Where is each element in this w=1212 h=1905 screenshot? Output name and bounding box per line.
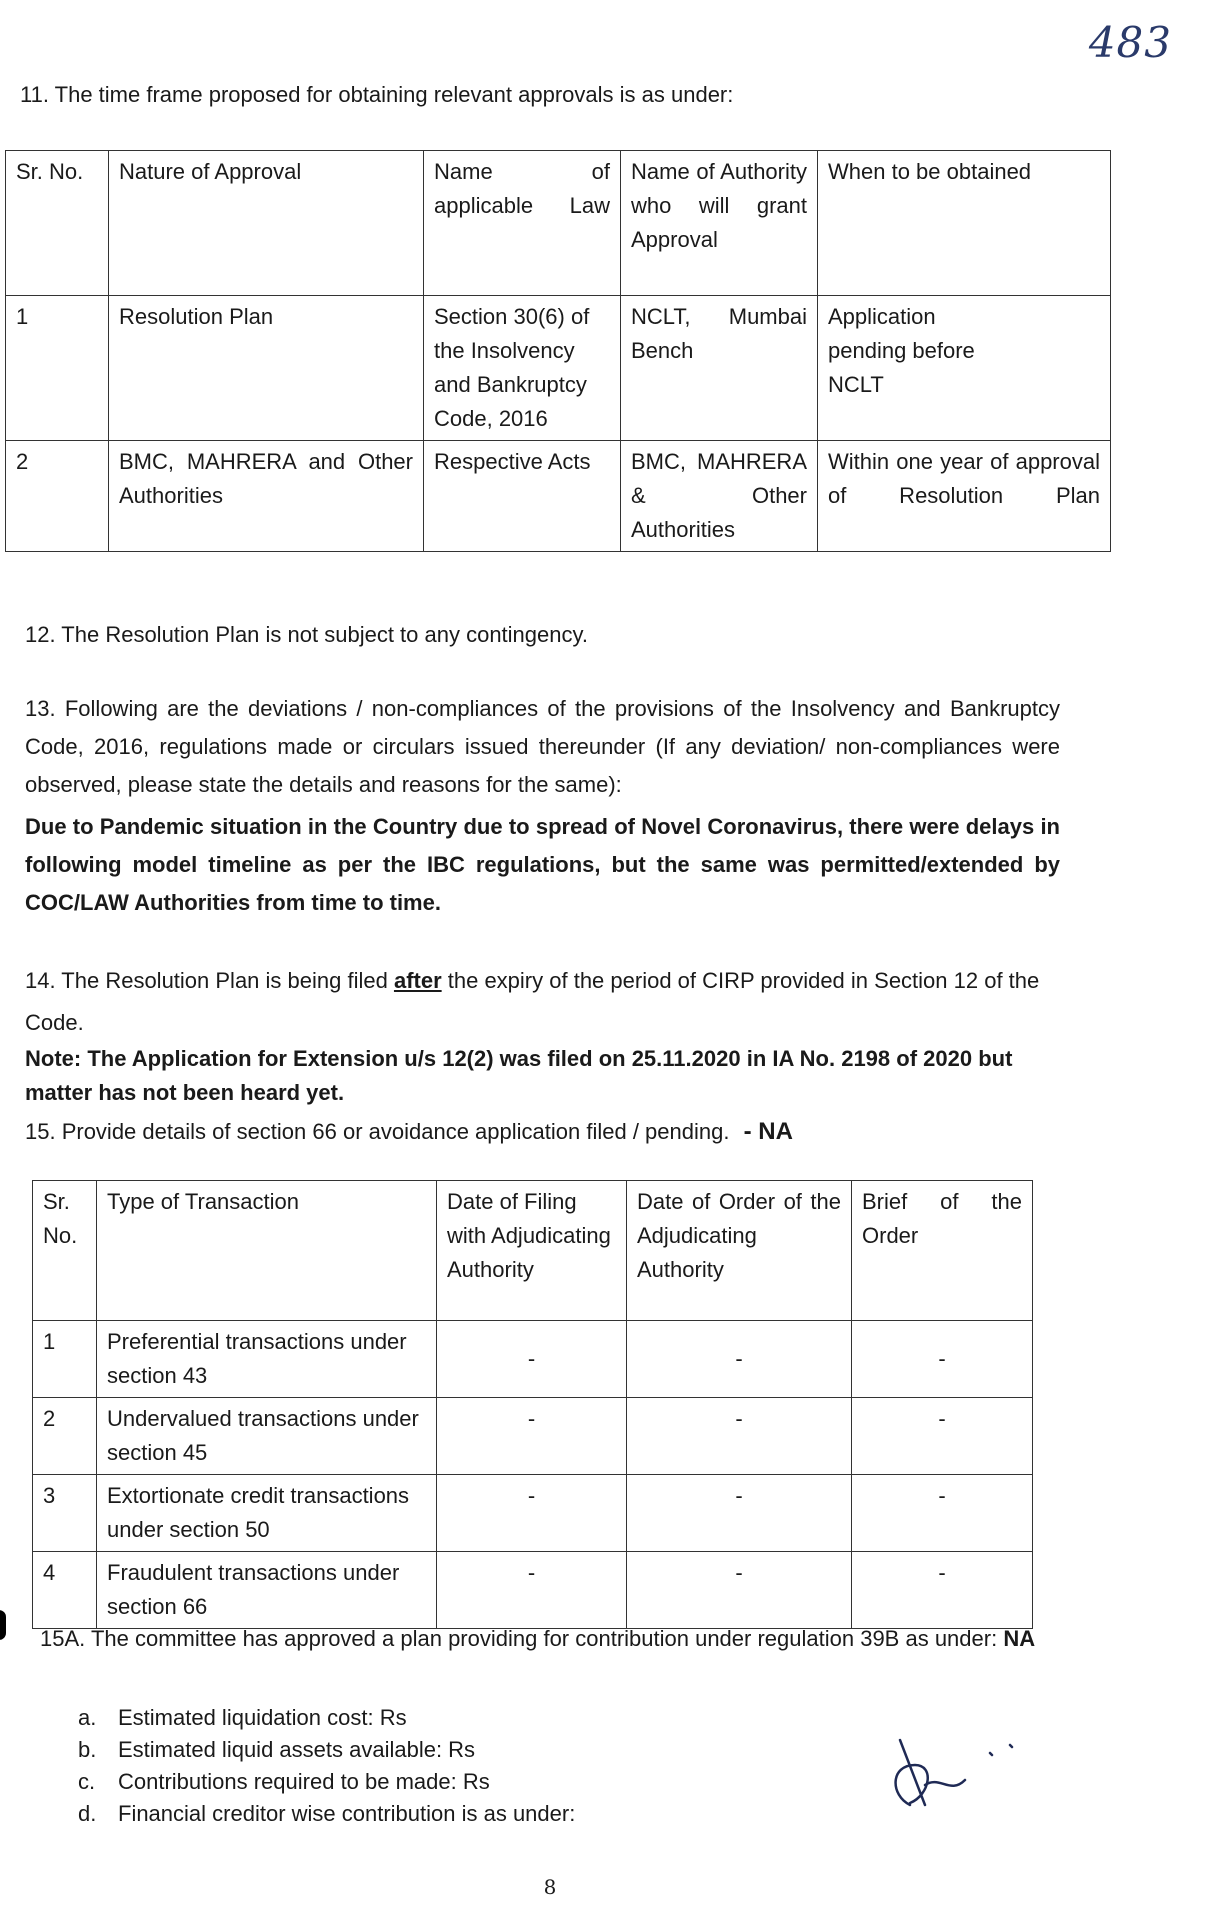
section-15a-text [40, 1622, 1040, 1656]
table-row [33, 1475, 1033, 1552]
section-14-text [25, 960, 1060, 1044]
list-item [78, 1798, 575, 1830]
table-row [6, 441, 1111, 552]
list-text: Estimated liquidation cost: Rs [118, 1705, 407, 1730]
cell-filing: - [437, 1321, 627, 1398]
header-date-of-order: Date of Order of the Adjudicating Authority [627, 1181, 852, 1321]
cell-brief: - [852, 1552, 1033, 1629]
section-15a-body: 15A. The committee has approved a plan providing for contribution under regulation 39B as under: [40, 1626, 998, 1651]
section-15a-answer: NA [1003, 1626, 1036, 1651]
approvals-table [5, 150, 1111, 552]
list-marker: d. [78, 1801, 97, 1826]
cell-brief: - [852, 1398, 1033, 1475]
cell-when: Within one year of approval of Resolution Plan [818, 441, 1111, 552]
cell-sr: 2 [6, 441, 109, 552]
section-14-note: Note: The Application for Extension u/s 12(2) was filed on 25.11.2020 in IA No. 2198 of 2020 but matter has not been heard yet. [25, 1046, 1013, 1105]
list-text: Estimated liquid assets available: Rs [118, 1737, 476, 1762]
signature-mark [870, 1735, 1020, 1815]
header-sr-no: Sr. No. [33, 1181, 97, 1321]
section-14-pre: 14. The Resolution Plan is being filed [25, 968, 394, 993]
page-number: 8 [543, 1875, 557, 1899]
list-item [78, 1734, 575, 1766]
section-13-explanation: Due to Pandemic situation in the Country due to spread of Novel Coronavirus, there were delays in following model timeline as per the IBC regulations, but the same was permitted/extended by COC/LAW Authorities from time to time. [25, 814, 1060, 915]
cell-nature: BMC, MAHRERA and Other Authorities [109, 441, 424, 552]
section-14-after: after [393, 968, 442, 993]
header-nature-of-approval: Nature of Approval [109, 151, 424, 296]
cell-nature: Resolution Plan [109, 296, 424, 441]
section-15-text: 15. Provide details of section 66 or avoidance application filed / pending. [25, 1119, 730, 1144]
cell-sr: 1 [33, 1321, 97, 1398]
header-brief-of-order: Brief of the Order [852, 1181, 1033, 1321]
section-15-answer: - NA [743, 1118, 793, 1145]
list-marker: c. [78, 1769, 96, 1794]
cell-sr: 4 [33, 1552, 97, 1629]
section-13-text: 13. Following are the deviations / non-compliances of the provisions of the Insolvency and Bankruptcy Code, 2016, regulations made or circulars issued thereunder (If any deviation/ non-compliances were observed, please state the details and reasons for the same): [25, 696, 1060, 797]
cell-order: - [627, 1475, 852, 1552]
cell-law: Respective Acts [424, 441, 621, 552]
cell-brief: - [852, 1475, 1033, 1552]
avoidance-table-header [33, 1181, 1033, 1321]
header-authority: Name of Authority who will grant Approval [621, 151, 818, 296]
header-applicable-law: Name of applicable Law [424, 151, 621, 296]
table-row [33, 1321, 1033, 1398]
cell-sr: 1 [6, 296, 109, 441]
cell-filing: - [437, 1398, 627, 1475]
section-15-line [25, 1115, 1125, 1149]
cell-order: - [627, 1398, 852, 1475]
list-marker: a. [78, 1705, 97, 1730]
cell-when: Application pending before NCLT [818, 296, 1111, 441]
cell-order: - [627, 1552, 852, 1629]
cell-filing: - [437, 1552, 627, 1629]
cell-order: - [627, 1321, 852, 1398]
cell-sr: 2 [33, 1398, 97, 1475]
header-when-obtained: When to be obtained [818, 151, 1111, 296]
approvals-table-header [6, 151, 1111, 296]
header-date-of-filing: Date of Filing with Adjudicating Authority [437, 1181, 627, 1321]
table-row [6, 296, 1111, 441]
cell-type: Preferential transactions under section 43 [97, 1321, 437, 1398]
cell-sr: 3 [33, 1475, 97, 1552]
cell-authority: BMC, MAHRERA & Other Authorities [621, 441, 818, 552]
section-14-post: the expiry of the period of CIRP provided in Section 12 of the Code. [25, 968, 1040, 1035]
list-marker: b. [78, 1737, 97, 1762]
section-12-text: 12. The Resolution Plan is not subject to any contingency. [25, 622, 588, 647]
cell-authority: NCLT, Mumbai Bench [621, 296, 818, 441]
table-row [33, 1398, 1033, 1475]
header-type-of-transaction: Type of Transaction [97, 1181, 437, 1321]
list-text: Financial creditor wise contribution is as under: [118, 1801, 576, 1826]
table-row [33, 1552, 1033, 1629]
cell-type: Fraudulent transactions under section 66 [97, 1552, 437, 1629]
handwritten-page-mark: 483 [1088, 18, 1172, 67]
binder-hole-mark [0, 1610, 6, 1640]
avoidance-transactions-table [32, 1180, 1033, 1629]
list-item [78, 1702, 575, 1734]
list-item [78, 1766, 575, 1798]
cell-brief: - [852, 1321, 1033, 1398]
header-sr-no: Sr. No. [6, 151, 109, 296]
cell-type: Undervalued transactions under section 45 [97, 1398, 437, 1475]
section-11-text: 11. The time frame proposed for obtaining relevant approvals is as under: [20, 82, 734, 107]
list-text: Contributions required to be made: Rs [118, 1769, 490, 1794]
cell-type: Extortionate credit transactions under section 50 [97, 1475, 437, 1552]
cell-law: Section 30(6) of the Insolvency and Bankruptcy Code, 2016 [424, 296, 621, 441]
cell-filing: - [437, 1475, 627, 1552]
contribution-list [78, 1702, 575, 1830]
